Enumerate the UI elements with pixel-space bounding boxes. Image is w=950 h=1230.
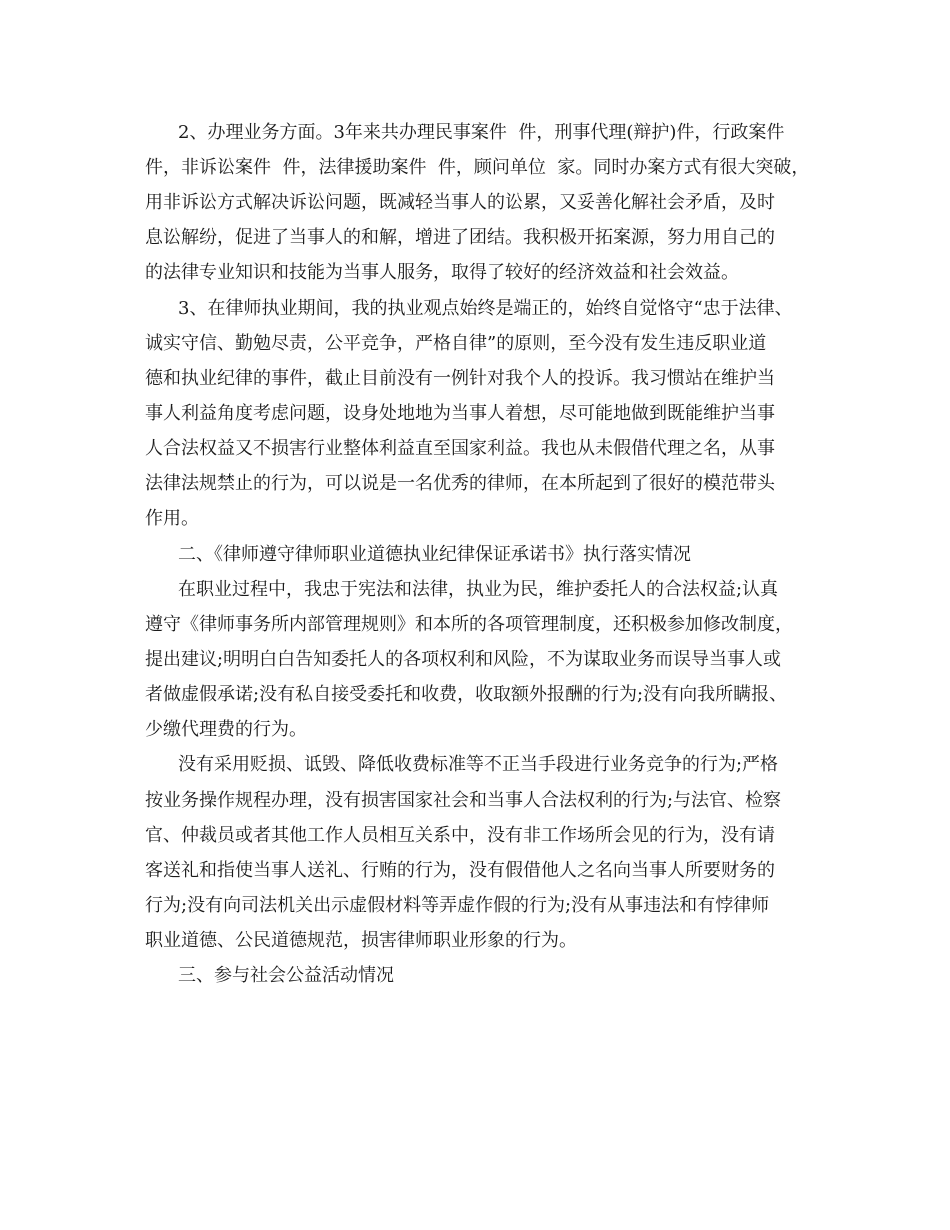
text-line: 的法律专业知识和技能为当事人服务，取得了较好的经济效益和社会效益。 <box>145 262 739 283</box>
text-line: 行为;没有向司法机关出示虚假材料等弄虚作假的行为;没有从事违法和有悖律师 <box>145 895 770 916</box>
text-line: 事人利益角度考虑问题，设身处地地为当事人着想，尽可能地做到既能维护当事 <box>145 403 775 424</box>
text-line: 2、办理业务方面。3年来共办理民事案件 件，刑事代理(辩护)件，行政案件 <box>178 122 785 143</box>
text-line: 人合法权益又不损害行业整体利益直至国家利益。我也从未假借代理之名，从事 <box>145 438 775 459</box>
text-line: 诚实守信、勤勉尽责，公平竞争，严格自律”的原则，至今没有发生违反职业道 <box>145 333 767 354</box>
text-line: 作用。 <box>145 508 199 529</box>
text-line: 官、仲裁员或者其他工作人员相互关系中，没有非工作场所会见的行为，没有请 <box>145 825 775 846</box>
text-line: 少缴代理费的行为。 <box>145 719 307 740</box>
text-line: 遵守《律师事务所内部管理规则》和本所的各项管理制度，还积极参加修改制度， <box>145 614 793 635</box>
text-line: 者做虚假承诺;没有私自接受委托和收费，收取额外报酬的行为;没有向我所瞒报、 <box>145 684 788 705</box>
text-line: 德和执业纪律的事件，截止目前没有一例针对我个人的投诉。我习惯站在维护当 <box>145 368 775 389</box>
text-line: 件，非诉讼案件 件，法律援助案件 件，顾问单位 家。同时办案方式有很大突破， <box>145 157 810 178</box>
text-line: 按业务操作规程办理，没有损害国家社会和当事人合法权利的行为;与法官、检察 <box>145 790 782 811</box>
text-line: 息讼解纷，促进了当事人的和解，增进了团结。我积极开拓案源，努力用自己的 <box>145 227 775 248</box>
text-line: 客送礼和指使当事人送礼、行贿的行为，没有假借他人之名向当事人所要财务的 <box>145 860 775 881</box>
section-heading: 三、参与社会公益活动情况 <box>178 965 394 986</box>
text-line: 3、在律师执业期间，我的执业观点始终是端正的，始终自觉恪守“忠于法律、 <box>178 298 793 319</box>
text-line: 职业道德、公民道德规范，损害律师职业形象的行为。 <box>145 930 577 951</box>
text-line: 法律法规禁止的行为，可以说是一名优秀的律师，在本所起到了很好的模范带头 <box>145 473 775 494</box>
text-line: 用非诉讼方式解决诉讼问题，既减轻当事人的讼累，又妥善化解社会矛盾，及时 <box>145 192 775 213</box>
section-heading: 二、《律师遵守律师职业道德执业纪律保证承诺书》执行落实情况 <box>178 544 691 565</box>
text-line: 没有采用贬损、诋毁、降低收费标准等不正当手段进行业务竞争的行为;严格 <box>178 754 779 775</box>
text-line: 提出建议;明明白白告知委托人的各项权利和风险，不为谋取业务而误导当事人或 <box>145 649 782 670</box>
text-line: 在职业过程中，我忠于宪法和法律，执业为民，维护委托人的合法权益;认真 <box>178 579 779 600</box>
